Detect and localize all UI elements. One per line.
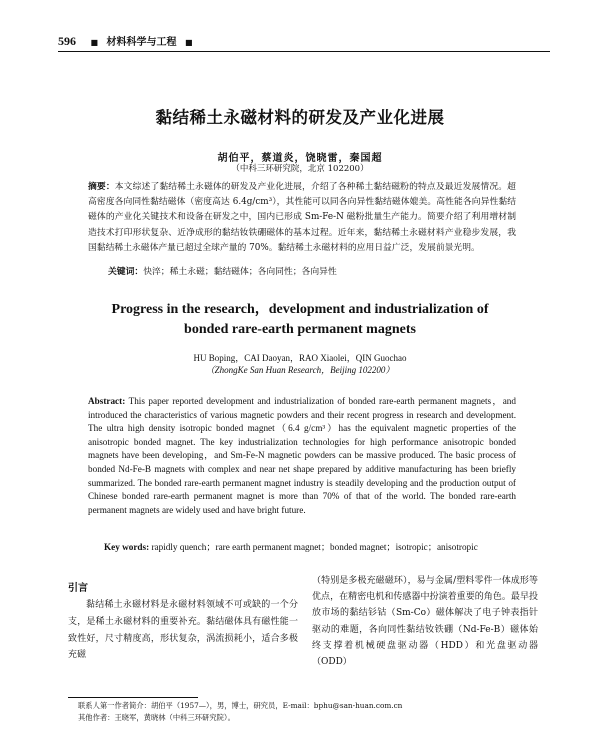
chinese-affiliation: （中科三环研究院，北京 102200） <box>231 164 369 174</box>
english-keywords <box>104 539 524 553</box>
running-head <box>58 33 548 51</box>
english-affiliation: （ZhongKe San Huan Research，Beijing 102200） <box>205 365 395 375</box>
footnote-line-2: 其他作者：王晓军，黄晓林（中科三环研究院）。 <box>78 713 235 722</box>
journal-name: 材料科学与工程 <box>106 37 177 48</box>
section-heading-introduction: 引言 <box>68 583 88 594</box>
header-rule <box>58 51 550 52</box>
english-keywords-text: rapidly quench；rare earth permanent magnet；bonded magnet；isotropic；anisotropic <box>151 542 478 552</box>
square-icon: ■ <box>90 37 99 47</box>
footnote <box>78 700 538 724</box>
intro-right-column: （特别是多极充磁磁环），易与金属/塑料零件一体成形等优点，在精密电机和传感器中扮演着重要的角色。最早投放市场的黏结钐钴（Sm-Co）磁体解决了电子钟表指针驱动的难题，各向同性黏结钕铁硼（Nd-Fe-B）磁体始终支撑着机械硬盘驱动器（HDD）和光盘驱动器（ODD） <box>312 576 538 668</box>
chinese-authors: 胡伯平，蔡道炎，饶晓雷，秦国超 <box>217 153 383 164</box>
chinese-keywords-label: 关键词： <box>108 267 144 277</box>
chinese-abstract-text: 本文综述了黏结稀土永磁体的研发及产业化进展，介绍了各种稀土黏结磁粉的特点及最近发展情况。超高密度各向同性黏结磁体（密度高达 6.4g/cm³），其性能可以同各向异性黏结磁体媲美。高性能各向异性黏结磁体的产业化关键技术和设备在研发之中，国内已形成 Sm-Fe-N 磁粉批量生产能力。简要介绍了利用增材制造技术打印形状复杂、近净成形的黏结钕铁硼磁体的基本过程。近年来，黏结稀土永磁材料产业稳步发展，我国黏结稀土永磁体产量已超过全球产量的 70%。黏结稀土永磁材料的应用日益广泛，发展前景光明。 <box>88 182 516 253</box>
footnote-rule <box>68 697 198 698</box>
chinese-title: 黏结稀土永磁材料的研发及产业化进展 <box>155 108 445 127</box>
english-title-line-1: Progress in the research，development and industrialization of <box>111 302 489 317</box>
english-abstract-text: This paper reported development and industrialization of bonded rare-earth permanent magnets，and introduced the characteristics of various magnetic powders and their recent progress in research and development. The ultra high density isotropic bonded magnet（6.4 g/cm³）has the equivalent magnetic properties of the anisotropic bonded magnet. The key industrialization technologies for high performance anisotropic bonded magnets have been developing，and Sm-Fe-N magnetic powders can be massive produced. The basic process of bonded Nd-Fe-B magnets with complex and near net shape prepared by additive manufacturing has been briefly summarized. The bonded rare-earth permanent magnet industry is steadily developing and the production output of Chinese bonded rare-earth permanent magnet is more than 70% of that of the world. The bonded rare-earth permanent magnets are widely used and have bright future. <box>88 396 516 515</box>
chinese-keywords-text: 快淬；稀土永磁；黏结磁体；各向同性；各向异性 <box>143 267 337 277</box>
english-abstract <box>88 395 516 517</box>
english-title <box>60 300 540 340</box>
english-keywords-label: Key words: <box>104 542 150 552</box>
intro-left-column: 黏结稀土永磁材料是永磁材料领域不可或缺的一个分支，是稀土永磁材料的重要补充。黏结磁体具有磁性能一致性好，尺寸精度高，形状复杂，涡流损耗小，适合多极充磁 <box>68 600 298 661</box>
english-title-line-2: bonded rare-earth permanent magnets <box>184 322 416 337</box>
english-abstract-label: Abstract: <box>88 396 126 406</box>
english-authors: HU Boping，CAI Daoyan，RAO Xiaolei，QIN Guochao <box>193 353 407 363</box>
chinese-abstract <box>88 180 516 256</box>
square-icon-2: ■ <box>185 37 193 47</box>
footnote-line-1: 联系人第一作者简介：胡伯平（1957—），男，博士，研究员，E-mail：bphu@san-huan.com.cn <box>78 701 403 710</box>
chinese-abstract-label: 摘要： <box>88 182 115 192</box>
chinese-keywords <box>108 264 518 277</box>
page-number: 596 <box>58 34 76 48</box>
